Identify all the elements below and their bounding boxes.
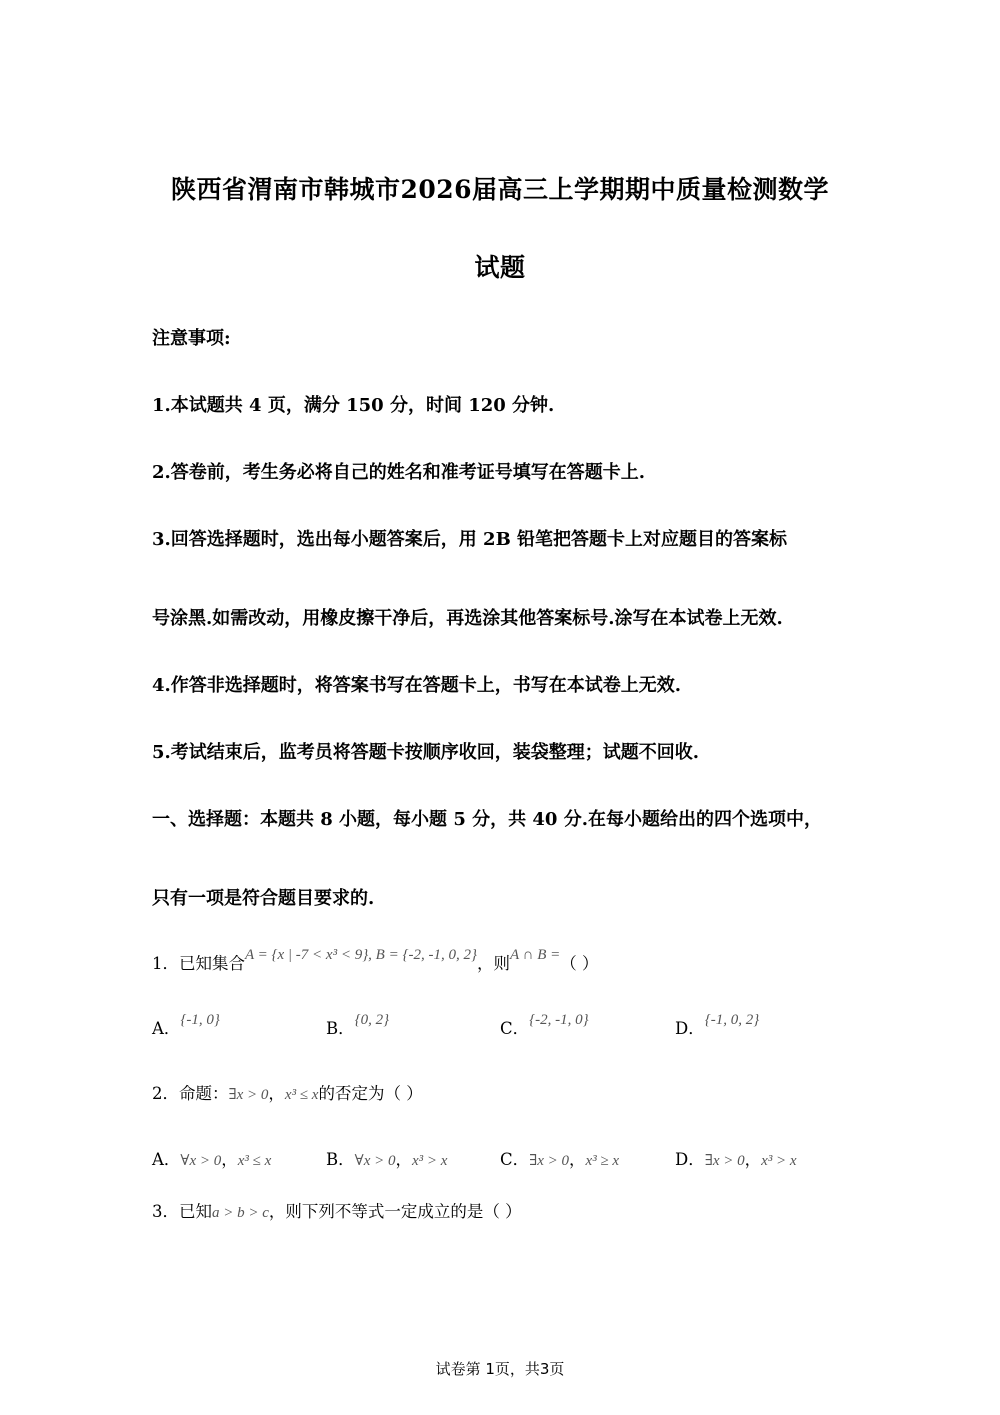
q1-option-a: [152, 1012, 220, 1039]
q2-suffix: 的否定为（ ）: [318, 1084, 423, 1103]
option-label: C．: [500, 1019, 530, 1038]
option-sep: ，: [395, 1150, 412, 1169]
page-footer: 试卷第 1页，共3页: [435, 1360, 565, 1378]
q1-option-b: [326, 1012, 390, 1039]
q1-suffix: （ ）: [560, 954, 599, 973]
q2-option-d: [675, 1146, 797, 1170]
q1-option-c: [500, 1012, 589, 1039]
q3-suffix: ，则下列不等式一定成立的是（ ）: [268, 1202, 522, 1221]
exam-title-line1: 陕西省渭南市韩城市2026届高三上学期期中质量检测数学: [170, 175, 830, 204]
notice-item-2: 2.答卷前，考生务必将自己的姓名和准考证号填写在答题卡上.: [152, 462, 646, 483]
question-3: [152, 1198, 522, 1222]
option-math: {-2, -1, 0}: [529, 1012, 589, 1028]
option-math-2: x³ ≥ x: [585, 1153, 620, 1169]
option-label: D．: [675, 1150, 705, 1169]
option-label: D．: [675, 1019, 705, 1038]
q3-prefix: 3．已知: [152, 1202, 212, 1221]
option-math: {0, 2}: [354, 1012, 390, 1028]
notice-item-3-cont: 号涂黑.如需改动，用橡皮擦干净后，再选涂其他答案标号.涂写在本试卷上无效.: [152, 608, 783, 629]
q2-prefix: 2．命题：: [152, 1084, 229, 1103]
notice-heading: 注意事项:: [152, 328, 231, 349]
notice-item-4: 4.作答非选择题时，将答案书写在答题卡上，书写在本试卷上无效.: [152, 675, 682, 696]
option-math-1: ∀x > 0: [180, 1153, 222, 1169]
option-sep: ，: [744, 1150, 762, 1169]
option-label: A．: [152, 1150, 181, 1169]
q2-option-a: [152, 1146, 271, 1170]
section1-heading-cont: 只有一项是符合题目要求的.: [152, 888, 375, 909]
q1-set-math: A = {x | -7 < x³ < 9}, B = {-2, -1, 0, 2}: [245, 947, 477, 963]
q2-option-b: [326, 1146, 447, 1170]
q3-math: a > b > c: [212, 1205, 269, 1221]
option-sep: ，: [569, 1150, 586, 1169]
option-math-2: x³ > x: [761, 1153, 797, 1169]
option-math-1: ∃x > 0: [529, 1153, 570, 1169]
option-label: B．: [326, 1019, 355, 1038]
q2-sep: ，: [268, 1084, 285, 1103]
q2-math-1: ∃x > 0: [228, 1087, 269, 1103]
q1-prefix: 1．已知集合: [152, 954, 245, 973]
q1-intersect-math: A ∩ B =: [509, 947, 561, 963]
notice-item-1: 1.本试题共 4 页，满分 150 分，时间 120 分钟.: [152, 395, 555, 416]
option-label: C．: [500, 1150, 530, 1169]
q1-option-d: [675, 1012, 760, 1039]
notice-item-3: 3.回答选择题时，选出每小题答案后，用 2B 铅笔把答题卡上对应题目的答案标: [152, 529, 788, 550]
option-label: B．: [326, 1150, 355, 1169]
q2-math-2: x³ ≤ x: [284, 1087, 319, 1103]
option-math-2: x³ > x: [411, 1153, 448, 1169]
option-math: {-1, 0}: [180, 1012, 220, 1028]
option-math: {-1, 0, 2}: [704, 1012, 760, 1028]
section1-heading: 一、选择题：本题共 8 小题，每小题 5 分，共 40 分.在每小题给出的四个选项中，: [152, 809, 822, 830]
q1-mid: ，则: [476, 954, 510, 973]
option-math-1: ∀x > 0: [354, 1153, 396, 1169]
question-1: [152, 947, 599, 974]
option-sep: ，: [221, 1150, 238, 1169]
option-label: A．: [152, 1019, 181, 1038]
question-2: [152, 1080, 423, 1104]
exam-title-line2: 试题: [474, 253, 526, 282]
q2-option-c: [500, 1146, 619, 1170]
option-math-1: ∃x > 0: [704, 1153, 745, 1169]
notice-item-5: 5.考试结束后，监考员将答题卡按顺序收回，装袋整理；试题不回收.: [152, 742, 700, 763]
option-math-2: x³ ≤ x: [237, 1153, 272, 1169]
